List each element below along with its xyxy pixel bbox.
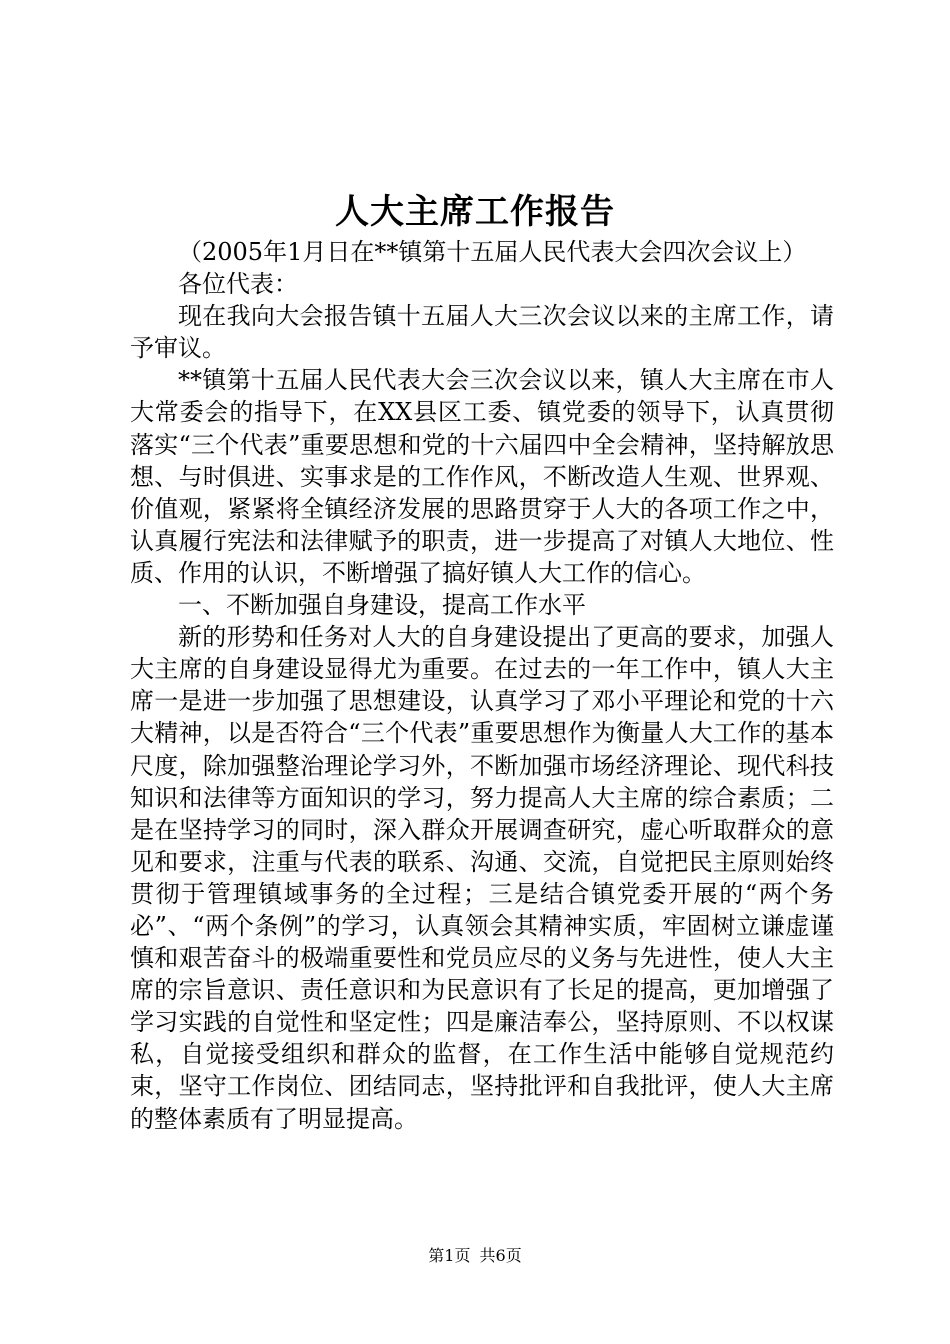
section-paragraph: 新的形势和任务对人大的自身建设提出了更高的要求，加强人大主席的自身建设显得尤为重要。在过去的一年工作中，镇人大主席一是进一步加强了思想建设，认真学习了邓小平理论和党的十六大精神，以是否符合“三个代表”重要思想作为衡量人大工作的基本尺度，除加强整治理论学习外，不断加强市场经济理论、现代科技知识和法律等方面知识的学习，努力提高人大主席的综合素质；二是在坚持学习的同时，深入群众开展调查研究，虚心听取群众的意见和要求，注重与代表的联系、沟通、交流，自觉把民主原则始终贯彻于管理镇域事务的全过程；三是结合镇党委开展的“两个务必”、“两个条例”的学习，认真领会其精神实质，牢固树立谦虚谨慎和艰苦奋斗的极端重要性和党员应尽的义务与先进性，使人大主席的宗旨意识、责任意识和为民意识有了长足的提高，更加增强了学习实践的自觉性和坚定性；四是廉洁奉公，坚持原则、不以权谋私，自觉接受组织和群众的监督，在工作生活中能够自觉规范约束，坚守工作岗位、团结同志，坚持批评和自我批评，使人大主席的整体素质有了明显提高。 (130, 623, 834, 1133)
document-title: 人大主席工作报告 (335, 192, 615, 232)
page-footer (0, 1243, 950, 1266)
meeting-subtitle: （2005年1月日在**镇第十五届人民代表大会四次会议上） (178, 238, 807, 266)
document-body (130, 236, 834, 1135)
salutation: 各位代表： (178, 270, 298, 299)
page-total: 共6页 (479, 1246, 522, 1265)
overview-paragraph: **镇第十五届人民代表大会三次会议以来，镇人大主席在市人大常委会的指导下，在XX县区工委、镇党委的领导下，认真贯彻落实“三个代表”重要思想和党的十六届四中全会精神，坚持解放思想、与时俱进、实事求是的工作作风，不断改造人生观、世界观、价值观，紧紧将全镇经济发展的思路贯穿于人大的各项工作之中，认真履行宪法和法律赋予的职责，进一步提高了对镇人大地位、性质、作用的认识，不断增强了搞好镇人大工作的信心。 (130, 366, 834, 587)
page-number: 第1页 (428, 1246, 471, 1265)
section-heading: 一、不断加强自身建设，提高工作水平 (178, 591, 586, 620)
intro-paragraph: 现在我向大会报告镇十五届人大三次会议以来的主席工作，请予审议。 (130, 302, 834, 363)
